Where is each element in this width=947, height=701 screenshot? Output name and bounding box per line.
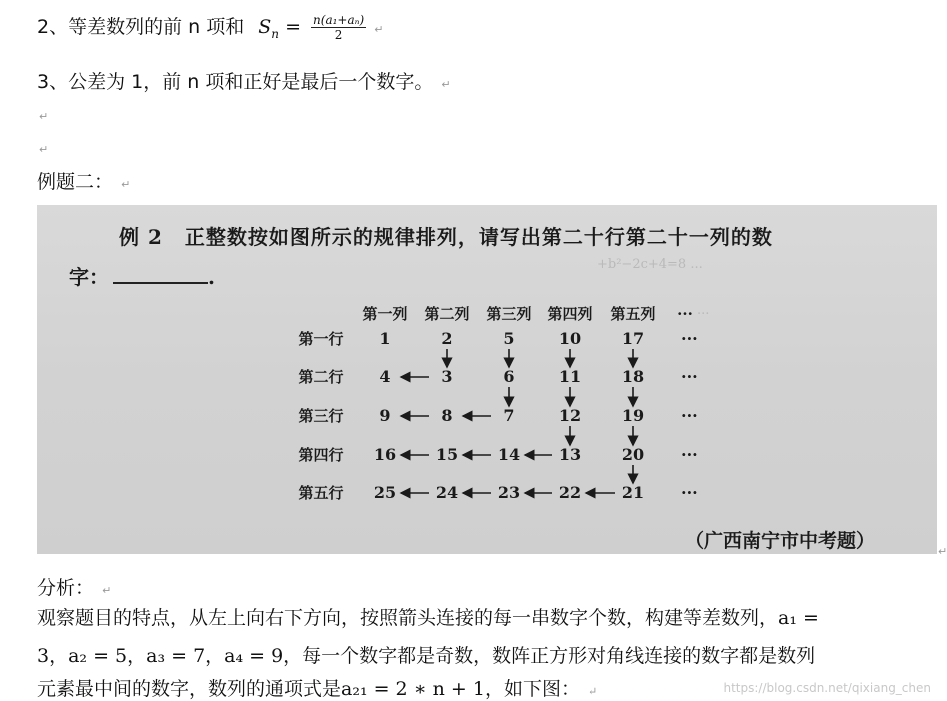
answer-period: . [208,265,215,289]
row-label: 第四行 [298,446,344,464]
grid-number: 1 [379,329,391,348]
row-label: 第五行 [298,484,344,502]
paragraph-mark-icon: ↵ [588,685,598,698]
formula-numerator: n(a₁+aₙ) [313,13,365,27]
analysis-line-3-text: 元素最中间的数字，数列的通项式是a₂₁ = 2 ∗ n + 1，如下图： [37,678,580,700]
empty-paragraph [37,103,48,125]
formula-denominator: 2 [334,28,343,42]
grid-number: 18 [621,367,645,386]
grid-number: 23 [497,483,521,502]
analysis-heading [37,573,111,600]
example-photo [37,205,937,554]
grid-number: 14 [497,445,521,464]
column-header: ··· [677,305,693,323]
paragraph-mark-icon: ↵ [374,23,384,36]
number-grid [37,205,937,554]
grid-number: 8 [441,406,453,425]
grid-number: 7 [503,406,515,425]
paragraph-mark-icon: ↵ [39,110,49,123]
row-label: 第二行 [298,368,344,386]
grid-number: 19 [621,406,645,425]
example-heading-text: 例题二： [37,171,114,193]
example-label: 例 2 [119,225,163,249]
column-header: 第五列 [610,305,656,323]
ellipsis: ··· [681,367,698,386]
example-heading [37,167,130,194]
bleed-through-texture: ... [697,303,710,318]
empty-paragraph [37,136,48,158]
grid-number: 17 [621,329,645,348]
grid-number: 15 [435,445,459,464]
grid-number: 20 [621,445,645,464]
item-3-line [37,67,451,94]
paragraph-mark-icon: ↵ [938,545,947,558]
row-label: 第一行 [298,330,344,348]
grid-number: 24 [435,483,459,502]
sum-formula-fraction [311,13,366,42]
grid-number: 25 [373,483,397,502]
column-header: 第二列 [424,305,470,323]
item-2-line [37,12,383,42]
grid-number: 10 [558,329,582,348]
sum-symbol: $S_n$ [258,16,280,41]
item-3-text: 3、公差为 1，前 n 项和正好是最后一个数字。 [37,71,434,93]
item-2-prefix: 2、等差数列的前 n 项和 [37,16,245,38]
grid-number: 6 [503,367,515,386]
answer-prompt: 字： [69,265,109,289]
grid-number: 16 [373,445,397,464]
grid-number: 21 [621,483,645,502]
column-header: 第三列 [486,305,532,323]
grid-number: 4 [379,367,391,386]
grid-number: 22 [558,483,582,502]
equals-sign: = [285,16,308,38]
grid-number: 11 [558,367,582,386]
ellipsis: ··· [681,406,698,425]
ellipsis: ··· [681,483,698,502]
analysis-line-1: 观察题目的特点，从左上向右下方向，按照箭头连接的每一串数字个数，构建等差数列，a₁ = [37,607,819,629]
analysis-line-2: 3，a₂ = 5，a₃ = 7，a₄ = 9，每一个数字都是奇数，数阵正方形对角线连接的数字都是数列 [37,645,816,667]
problem-text: 正整数按如图所示的规律排列，请写出第二十行第二十一列的数 [184,225,773,249]
grid-number: 13 [558,445,582,464]
analysis-line-3 [37,674,597,701]
grid-number: 2 [441,329,453,348]
ellipsis: ··· [681,445,698,464]
paragraph-mark-icon: ↵ [39,143,49,156]
grid-number: 5 [503,329,515,348]
bleed-through-texture: +b²−2c+4=8 ... [597,257,703,272]
source-note: （广西南宁市中考题） [685,530,876,552]
grid-number: 12 [558,406,582,425]
column-header: 第四列 [547,305,593,323]
watermark: https://blog.csdn.net/qixiang_chen [723,681,931,695]
grid-number: 9 [379,406,391,425]
paragraph-mark-icon: ↵ [121,178,131,191]
column-header: 第一列 [362,305,408,323]
grid-number: 3 [441,367,453,386]
analysis-heading-text: 分析： [37,577,95,599]
ellipsis: ··· [681,329,698,348]
paragraph-mark-icon: ↵ [102,584,112,597]
paragraph-mark-icon: ↵ [441,78,451,91]
row-label: 第三行 [298,407,344,425]
